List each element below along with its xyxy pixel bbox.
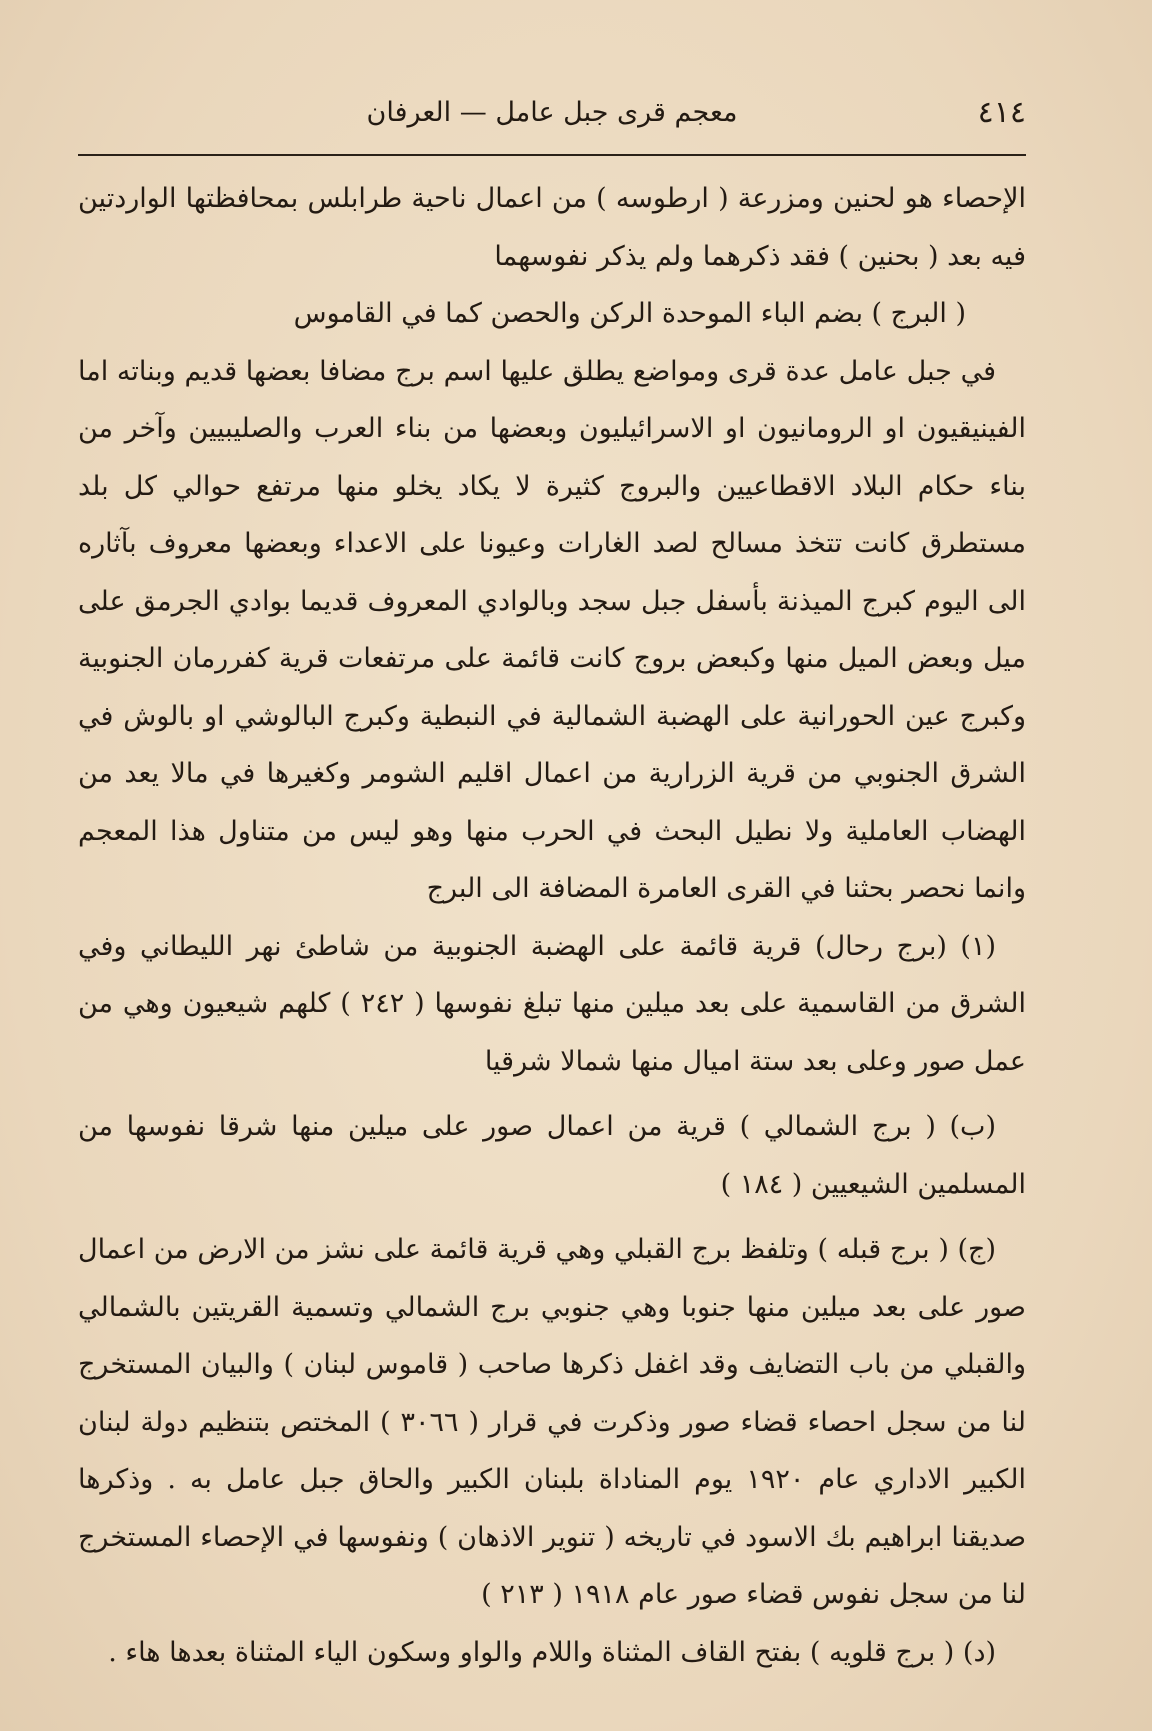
- paragraph-entry-a: (١) (برج رحال) قرية قائمة على الهضبة الجنوبية من شاطئ نهر الليطاني وفي الشرق من القاسمية على بعد ميلين منها تبلغ نفوسها ( ٢٤٢ ) كلهم شيعيون وهي من عمل صور وعلى بعد ستة اميال منها شمالا شرقيا: [78, 930, 1027, 1077]
- paragraph: في جبل عامل عدة قرى ومواضع يطلق عليها اسم برج مضافا بعضها قديم وبناته اما الفينيقيون او الرومانيون او الاسرائيليون وبعضها من بناء العرب والصليبيين وآخر من بناء حكام البلاد الاقطاعيين والبروج كثيرة لا يكاد يخلو منها مرتفع حوالي كل بلد مستطرق كانت تتخذ مسالح لصد الغارات وعيونا على الاعداء وبعضها معروف بآثاره الى اليوم كبرج الميذنة بأسفل جبل سجد وبالوادي المعروف قديما بوادي الجرمق على ميل وبعض الميل منها وكبعض بروج كانت قائمة على مرتفعات قرية كفررمان الجنوبية وكبرج عين الحورانية على الهضبة الشمالية في النبطية وكبرج البالوشي او بالوش في الشرق الجنوبي من قرية الزرارية من اعمال اقليم الشومر وكغيرها في مالا يعد من الهضاب العاملية ولا نطيل البحث في الحرب منها وهو ليس من متناول هذا المعجم وانما نحصر بحثنا في القرى العامرة المضافة الى البرج: [78, 355, 1026, 904]
- paragraph-entry-d: (د) ( برج قلويه ) بفتح القاف المثناة واللام والواو وسكون الياء المثناة بعدها هاء .: [108, 1636, 996, 1668]
- page-header: [78, 92, 1026, 134]
- running-title: معجم قرى جبل عامل — العرفان: [366, 97, 738, 128]
- paragraph-entry-c: (ج) ( برج قبله ) وتلفظ برج القبلي وهي قرية قائمة على نشز من الارض من اعمال صور على بعد ميلين منها جنوبا وهي جنوبي برج الشمالي وتسمية القريتين بالشمالي والقبلي من باب التضايف وقد اغفل ذكرها صاحب ( قاموس لبنان ) والبيان المستخرج لنا من سجل احصاء قضاء صور وذكرت في قرار ( ٣٠٦٦ ) المختص بتنظيم دولة لبنان الكبير الاداري عام ١٩٢٠ يوم المناداة بلبنان الكبير والحاق جبل عامل به . وذكرها صديقنا ابراهيم بك الاسود في تاريخه ( تنوير الاذهان ) ونفوسها في الإحصاء المستخرج لنا من سجل نفوس قضاء صور عام ١٩١٨ ( ٢١٣ ): [78, 1234, 1026, 1610]
- paragraph-entry-b: (ب) ( برج الشمالي ) قرية من اعمال صور على ميلين منها شرقا نفوسها من المسلمين الشيعيين ( ١٨٤ ): [78, 1111, 1026, 1200]
- paragraph: الإحصاء هو لحنين ومزرعة ( ارطوسه ) من اعمال ناحية طرابلس بمحافظتها الواردتين فيه بعد ( بحنين ) فقد ذكرهما ولم يذكر نفوسهما: [78, 183, 1026, 272]
- header-rule: [78, 154, 1026, 156]
- page-number: ٤١٤: [977, 95, 1026, 130]
- paragraph-entry-heading: ( البرج ) بضم الباء الموحدة الركن والحصن كما في القاموس: [293, 298, 966, 329]
- body-text: [78, 170, 1026, 1681]
